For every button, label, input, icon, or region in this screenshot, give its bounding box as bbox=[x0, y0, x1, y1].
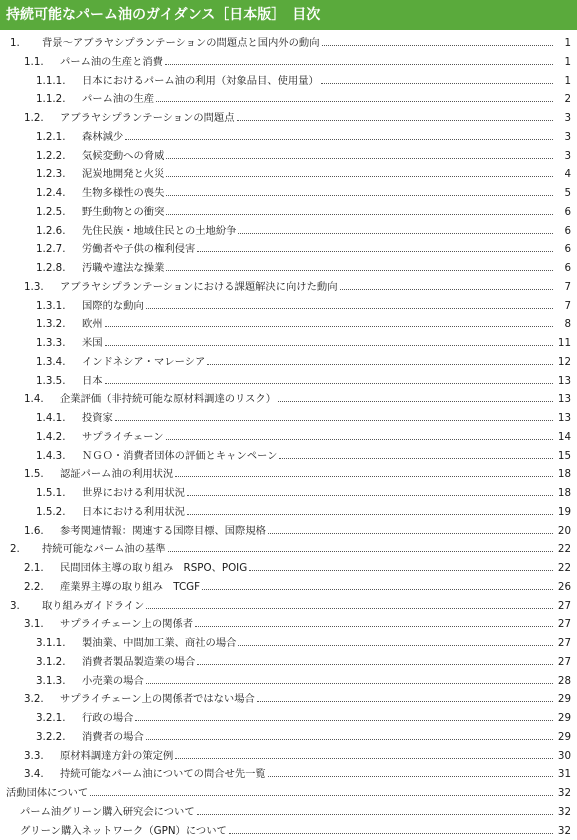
toc-entry-page: 3 bbox=[553, 109, 571, 128]
toc-entry-number: 2.2. bbox=[24, 578, 44, 597]
toc-entry[interactable] bbox=[0, 578, 577, 597]
toc-entry[interactable] bbox=[0, 353, 577, 372]
toc-entry-title: 気候変動への脅威 bbox=[82, 147, 166, 166]
toc-entry-title: インドネシア・マレーシア bbox=[82, 353, 207, 372]
toc-leader-dots bbox=[278, 401, 553, 402]
toc-entry-title: 国際的な動向 bbox=[82, 297, 146, 316]
toc-entry[interactable] bbox=[0, 634, 577, 653]
toc-entry-title: 世界における利用状況 bbox=[82, 484, 187, 503]
toc-entry[interactable] bbox=[0, 728, 577, 747]
toc-entry-page: 29 bbox=[553, 690, 571, 709]
toc-entry-title: 産業界主導の取り組み TCGF bbox=[60, 578, 202, 597]
toc-leader-dots bbox=[135, 720, 553, 721]
toc-entry[interactable] bbox=[0, 315, 577, 334]
toc-entry-title: 日本 bbox=[82, 372, 105, 391]
toc-entry-number: 1.3.2. bbox=[36, 315, 65, 334]
toc-leader-dots bbox=[166, 439, 553, 440]
toc-entry[interactable] bbox=[0, 34, 577, 53]
toc-leader-dots bbox=[257, 701, 553, 702]
toc-entry[interactable] bbox=[0, 390, 577, 409]
toc-entry-page: 5 bbox=[553, 184, 571, 203]
toc-entry-title: 米国 bbox=[82, 334, 105, 353]
toc-entry-page: 30 bbox=[553, 747, 571, 766]
toc-entry-title: 行政の場合 bbox=[82, 709, 135, 728]
toc-entry-number: 2. bbox=[10, 540, 20, 559]
toc-entry-number: 1.2.3. bbox=[36, 165, 65, 184]
toc-entry-page: 32 bbox=[553, 803, 571, 822]
toc-entry[interactable] bbox=[0, 334, 577, 353]
toc-entry-title: 持続可能なパーム油についての問合せ先一覧 bbox=[60, 765, 268, 784]
toc-leader-dots bbox=[322, 45, 554, 46]
toc-leader-dots bbox=[175, 476, 553, 477]
toc-entry[interactable] bbox=[0, 278, 577, 297]
toc-entry-number: 2.1. bbox=[24, 559, 44, 578]
toc-entry[interactable] bbox=[0, 784, 577, 803]
toc-leader-dots bbox=[268, 776, 553, 777]
toc-entry-number: 1.5.1. bbox=[36, 484, 65, 503]
toc-entry[interactable] bbox=[0, 540, 577, 559]
toc-entry-page: 18 bbox=[553, 484, 571, 503]
toc-entry-page: 2 bbox=[553, 90, 571, 109]
toc-leader-dots bbox=[195, 626, 553, 627]
toc-entry-page: 4 bbox=[553, 165, 571, 184]
toc-leader-dots bbox=[340, 289, 554, 290]
toc-entry[interactable] bbox=[0, 484, 577, 503]
toc-leader-dots bbox=[168, 551, 553, 552]
toc-entry-number: 1. bbox=[10, 34, 20, 53]
toc-entry-number: 3.1.1. bbox=[36, 634, 65, 653]
toc-leader-dots bbox=[146, 608, 553, 609]
toc-entry-page: 29 bbox=[553, 728, 571, 747]
toc-entry-page: 19 bbox=[553, 503, 571, 522]
toc-entry-number: 3.1.3. bbox=[36, 672, 65, 691]
toc-entry[interactable] bbox=[0, 428, 577, 447]
toc-entry-title: 消費者製品製造業の場合 bbox=[82, 653, 197, 672]
toc-entry-number: 1.4.2. bbox=[36, 428, 65, 447]
toc-entry-title: 投資家 bbox=[82, 409, 115, 428]
toc-leader-dots bbox=[125, 139, 553, 140]
toc-entry[interactable] bbox=[0, 297, 577, 316]
toc-entry[interactable] bbox=[0, 109, 577, 128]
toc-entry-page: 20 bbox=[553, 522, 571, 541]
toc-entry-title: グリーン購入ネットワーク（GPN）について bbox=[20, 822, 229, 840]
toc-entry-title: 労働者や子供の権利侵害 bbox=[82, 240, 197, 259]
toc-leader-dots bbox=[238, 645, 553, 646]
toc-entry-number: 3.2. bbox=[24, 690, 44, 709]
toc-entry-page: 22 bbox=[553, 540, 571, 559]
toc-entry-title: 製油業、中間加工業、商社の場合 bbox=[82, 634, 238, 653]
toc-leader-dots bbox=[146, 739, 553, 740]
toc-entry-title: 消費者の場合 bbox=[82, 728, 146, 747]
toc-entry-title: 原材料調達方針の策定例 bbox=[60, 747, 175, 766]
toc-leader-dots bbox=[249, 570, 553, 571]
toc-leader-dots bbox=[187, 495, 553, 496]
toc-entry-page: 29 bbox=[553, 709, 571, 728]
toc-entry[interactable] bbox=[0, 184, 577, 203]
toc-entry-title: 汚職や違法な操業 bbox=[82, 259, 166, 278]
toc-entry-page: 12 bbox=[553, 353, 571, 372]
toc-entry[interactable] bbox=[0, 53, 577, 72]
toc-entry[interactable] bbox=[0, 765, 577, 784]
toc-entry-title: 生物多様性の喪失 bbox=[82, 184, 166, 203]
toc-entry[interactable] bbox=[0, 803, 577, 822]
toc-leader-dots bbox=[279, 458, 553, 459]
toc-entry-page: 27 bbox=[553, 597, 571, 616]
toc-entry-page: 3 bbox=[553, 147, 571, 166]
toc-entry[interactable] bbox=[0, 90, 577, 109]
toc-entry-page: 11 bbox=[553, 334, 571, 353]
toc-entry-number: 3. bbox=[10, 597, 20, 616]
toc-entry[interactable] bbox=[0, 615, 577, 634]
toc-entry-number: 3.1.2. bbox=[36, 653, 65, 672]
table-of-contents bbox=[0, 34, 577, 840]
toc-entry-title: 民間団体主導の取り組み RSPO、POIG bbox=[60, 559, 249, 578]
toc-leader-dots bbox=[105, 345, 553, 346]
toc-leader-dots bbox=[166, 176, 553, 177]
toc-entry-number: 1.5. bbox=[24, 465, 44, 484]
toc-entry-title: 先住民族・地域住民との土地紛争 bbox=[82, 222, 238, 241]
toc-entry-page: 32 bbox=[553, 822, 571, 840]
toc-leader-dots bbox=[90, 795, 553, 796]
toc-entry[interactable] bbox=[0, 559, 577, 578]
toc-entry-title: 欧州 bbox=[82, 315, 105, 334]
toc-entry-title: パーム油グリーン購入研究会について bbox=[20, 803, 197, 822]
toc-entry-number: 1.1. bbox=[24, 53, 44, 72]
toc-entry-page: 8 bbox=[553, 315, 571, 334]
toc-entry-number: 1.2.6. bbox=[36, 222, 65, 241]
toc-entry-title: アブラヤシプランテーションにおける課題解決に向けた動向 bbox=[60, 278, 340, 297]
toc-leader-dots bbox=[156, 101, 553, 102]
toc-entry-number: 1.4. bbox=[24, 390, 44, 409]
toc-entry-page: 13 bbox=[553, 372, 571, 391]
toc-entry-title: 参考関連情報：関連する国際目標、国際規格 bbox=[60, 522, 268, 541]
toc-entry-number: 3.2.2. bbox=[36, 728, 65, 747]
toc-entry-page: 13 bbox=[553, 390, 571, 409]
toc-entry-title: 企業評価（非持続可能な原材料調達のリスク） bbox=[60, 390, 278, 409]
toc-entry[interactable] bbox=[0, 72, 577, 91]
toc-leader-dots bbox=[166, 158, 553, 159]
toc-leader-dots bbox=[166, 270, 553, 271]
toc-entry[interactable] bbox=[0, 128, 577, 147]
toc-entry-page: 13 bbox=[553, 409, 571, 428]
toc-entry-title: パーム油の生産 bbox=[82, 90, 156, 109]
toc-entry-number: 3.3. bbox=[24, 747, 44, 766]
toc-leader-dots bbox=[105, 326, 553, 327]
toc-entry-number: 1.3.4. bbox=[36, 353, 65, 372]
toc-entry-title: パーム油の生産と消費 bbox=[60, 53, 165, 72]
toc-entry[interactable] bbox=[0, 822, 577, 840]
toc-entry-title: サプライチェーン上の関係者ではない場合 bbox=[60, 690, 257, 709]
toc-leader-dots bbox=[197, 664, 553, 665]
toc-entry-number: 1.2.5. bbox=[36, 203, 65, 222]
toc-entry-title: 取り組みガイドライン bbox=[42, 597, 146, 616]
toc-entry[interactable] bbox=[0, 240, 577, 259]
toc-entry-number: 1.2.1. bbox=[36, 128, 65, 147]
toc-entry-page: 27 bbox=[553, 634, 571, 653]
toc-entry-page: 6 bbox=[553, 259, 571, 278]
toc-entry-page: 6 bbox=[553, 240, 571, 259]
toc-entry-title: 森林減少 bbox=[82, 128, 125, 147]
toc-entry-number: 1.4.1. bbox=[36, 409, 65, 428]
toc-leader-dots bbox=[202, 589, 553, 590]
toc-leader-dots bbox=[197, 251, 553, 252]
toc-entry-title: ＮＧＯ・消費者団体の評価とキャンペーン bbox=[82, 447, 279, 466]
document-title: 持続可能なパーム油のガイダンス［日本版］ 目次 bbox=[0, 0, 577, 30]
toc-entry-page: 32 bbox=[553, 784, 571, 803]
toc-entry-page: 26 bbox=[553, 578, 571, 597]
toc-entry[interactable] bbox=[0, 259, 577, 278]
toc-entry-page: 1 bbox=[553, 72, 571, 91]
toc-entry-title: 活動団体について bbox=[6, 784, 90, 803]
toc-entry-title: サプライチェーン上の関係者 bbox=[60, 615, 195, 634]
toc-entry-title: 日本におけるパーム油の利用（対象品目、使用量） bbox=[82, 72, 321, 91]
toc-entry-title: 日本における利用状況 bbox=[82, 503, 187, 522]
toc-entry[interactable] bbox=[0, 690, 577, 709]
toc-leader-dots bbox=[146, 308, 553, 309]
toc-entry-number: 1.2. bbox=[24, 109, 44, 128]
toc-leader-dots bbox=[229, 833, 553, 834]
toc-entry[interactable] bbox=[0, 672, 577, 691]
toc-leader-dots bbox=[166, 195, 553, 196]
toc-entry[interactable] bbox=[0, 409, 577, 428]
toc-entry-title: 背景～アブラヤシプランテーションの問題点と国内外の動向 bbox=[42, 34, 322, 53]
toc-entry-number: 1.2.8. bbox=[36, 259, 65, 278]
toc-entry[interactable] bbox=[0, 597, 577, 616]
toc-leader-dots bbox=[105, 383, 553, 384]
toc-leader-dots bbox=[207, 364, 553, 365]
toc-entry-number: 3.2.1. bbox=[36, 709, 65, 728]
toc-leader-dots bbox=[268, 533, 553, 534]
toc-entry-page: 27 bbox=[553, 653, 571, 672]
toc-entry-page: 15 bbox=[553, 447, 571, 466]
toc-entry-number: 1.2.4. bbox=[36, 184, 65, 203]
toc-entry[interactable] bbox=[0, 372, 577, 391]
toc-entry-number: 1.5.2. bbox=[36, 503, 65, 522]
toc-entry-title: 持続可能なパーム油の基準 bbox=[42, 540, 168, 559]
toc-leader-dots bbox=[165, 64, 553, 65]
toc-leader-dots bbox=[175, 758, 553, 759]
toc-entry[interactable] bbox=[0, 747, 577, 766]
toc-entry-number: 1.2.2. bbox=[36, 147, 65, 166]
toc-entry[interactable] bbox=[0, 147, 577, 166]
toc-leader-dots bbox=[197, 814, 553, 815]
toc-entry-number: 1.6. bbox=[24, 522, 44, 541]
toc-entry-title: 野生動物との衝突 bbox=[82, 203, 166, 222]
toc-leader-dots bbox=[237, 120, 553, 121]
toc-entry-page: 28 bbox=[553, 672, 571, 691]
toc-leader-dots bbox=[321, 83, 553, 84]
toc-leader-dots bbox=[238, 233, 553, 234]
toc-entry-number: 3.1. bbox=[24, 615, 44, 634]
toc-leader-dots bbox=[146, 683, 553, 684]
toc-entry-title: アブラヤシプランテーションの問題点 bbox=[60, 109, 237, 128]
toc-entry-title: 小売業の場合 bbox=[82, 672, 146, 691]
toc-entry-number: 1.3.1. bbox=[36, 297, 65, 316]
toc-entry[interactable] bbox=[0, 203, 577, 222]
toc-entry[interactable] bbox=[0, 465, 577, 484]
toc-entry-number: 3.4. bbox=[24, 765, 44, 784]
toc-entry-page: 18 bbox=[553, 465, 571, 484]
toc-entry[interactable] bbox=[0, 522, 577, 541]
toc-entry-page: 31 bbox=[553, 765, 571, 784]
toc-entry[interactable] bbox=[0, 503, 577, 522]
toc-entry-number: 1.1.2. bbox=[36, 90, 65, 109]
toc-entry-title: 認証パーム油の利用状況 bbox=[60, 465, 175, 484]
toc-entry-page: 1 bbox=[553, 34, 571, 53]
toc-entry-page: 7 bbox=[553, 278, 571, 297]
toc-leader-dots bbox=[187, 514, 553, 515]
toc-entry-number: 1.2.7. bbox=[36, 240, 65, 259]
toc-entry-number: 1.4.3. bbox=[36, 447, 65, 466]
toc-entry-page: 27 bbox=[553, 615, 571, 634]
toc-entry-page: 22 bbox=[553, 559, 571, 578]
toc-entry-page: 7 bbox=[553, 297, 571, 316]
toc-entry-number: 1.3.5. bbox=[36, 372, 65, 391]
toc-entry[interactable] bbox=[0, 447, 577, 466]
toc-leader-dots bbox=[166, 214, 553, 215]
toc-entry[interactable] bbox=[0, 653, 577, 672]
toc-entry[interactable] bbox=[0, 222, 577, 241]
toc-entry-title: サプライチェーン bbox=[82, 428, 166, 447]
toc-entry-number: 1.1.1. bbox=[36, 72, 65, 91]
toc-entry-page: 1 bbox=[553, 53, 571, 72]
toc-entry-number: 1.3.3. bbox=[36, 334, 65, 353]
toc-entry[interactable] bbox=[0, 165, 577, 184]
toc-entry-page: 6 bbox=[553, 203, 571, 222]
toc-entry-page: 3 bbox=[553, 128, 571, 147]
toc-entry-number: 1.3. bbox=[24, 278, 44, 297]
toc-entry-title: 泥炭地開発と火災 bbox=[82, 165, 166, 184]
toc-leader-dots bbox=[115, 420, 553, 421]
toc-entry-page: 6 bbox=[553, 222, 571, 241]
toc-entry-page: 14 bbox=[553, 428, 571, 447]
